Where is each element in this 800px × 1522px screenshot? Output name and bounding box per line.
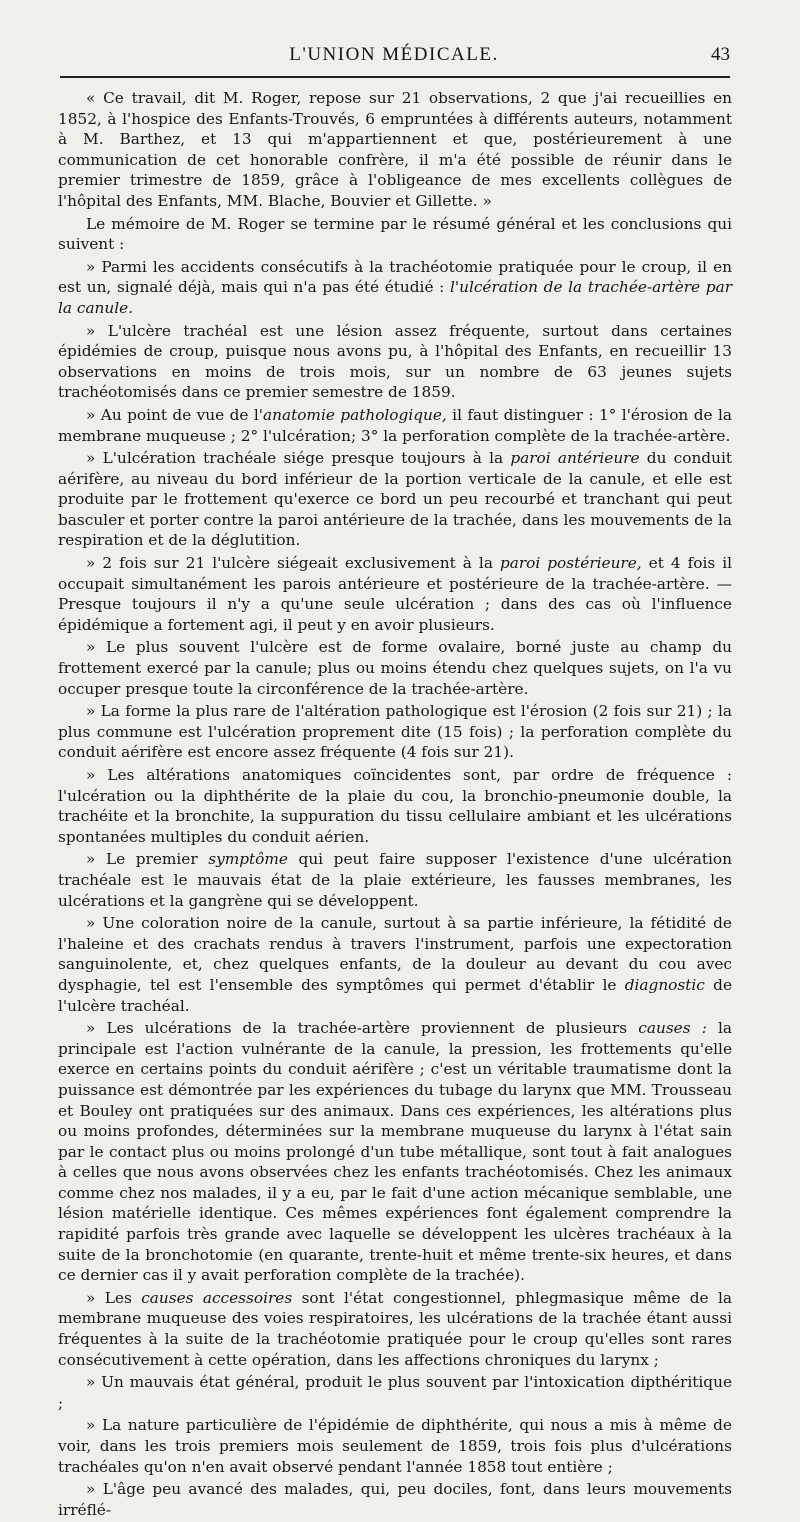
paragraph bbox=[58, 257, 732, 319]
text-run: » La forme la plus rare de l'altération pathologique est l'érosion (2 fois sur 21) ; la plus commune est l'ulcération proprement dite (15 fois) ; la perforation complète du conduit aérifère est encore assez fréquente (4 fois sur 21). bbox=[58, 702, 732, 762]
text-run: » L'ulcération trachéale siége presque toujours à la bbox=[86, 449, 511, 468]
text-run: » La nature particulière de l'épidémie de diphthérite, qui nous a mis à même de voir, dans les trois premiers mois seulement de 1859, trois fois plus d'ulcérations trachéales qu'on n'en avait observé pendant l'année 1858 tout entière ; bbox=[58, 1416, 732, 1476]
paragraph bbox=[58, 214, 732, 255]
text-run: » Les ulcérations de la trachée-artère proviennent de plusieurs bbox=[86, 1019, 639, 1038]
text-run: » L'âge peu avancé des malades, qui, peu dociles, font, dans leurs mouvements irréflé- bbox=[58, 1480, 732, 1519]
header-rule bbox=[60, 76, 730, 78]
text-run: » Au point de vue de l' bbox=[86, 405, 263, 424]
text-run: « Ce travail, dit M. Roger, repose sur 21 observations, 2 que j'ai recueillies en 1852, à l'hospice des Enfants-Trouvés, 6 empruntées à différents auteurs, notamment à M. Barthez, et 13 qui m'appartiennent et que, postérieurement à une communication de cet honorable confrère, il m'a été possible de réunir dans le premier trimestre de 1859, grâce à l'obligeance de mes excellents collègues de l'hôpital des Enfants, MM. Blache, Bouvier et Gillette. » bbox=[58, 89, 732, 210]
italic-run: causes accessoires bbox=[141, 1288, 293, 1307]
paragraph bbox=[58, 448, 732, 551]
paragraph bbox=[58, 1018, 732, 1286]
text-run: » Le premier bbox=[86, 850, 209, 869]
paragraph bbox=[58, 1372, 732, 1413]
italic-run: anatomie pathologique, bbox=[262, 405, 447, 424]
text-run: il faut distinguer : 1° l'érosion de la membrane muqueuse ; 2° l'ulcération; 3° la perforation complète de la trachée-artère. bbox=[58, 405, 732, 445]
italic-run: causes : bbox=[638, 1019, 707, 1038]
text-run: Le mémoire de M. Roger se termine par le résumé général et les conclusions qui suivent : bbox=[58, 214, 732, 254]
paragraph bbox=[58, 405, 732, 446]
paragraph bbox=[58, 637, 732, 699]
text-run: et 4 fois il occupait simultanément les parois antérieure et postérieure de la trachée-artère. — Presque toujours il n'y a qu'une seule ulcération ; dans des cas où l'influence épidémique a fortement agi, il peut y en avoir plusieurs. bbox=[58, 554, 732, 634]
page-header bbox=[58, 38, 730, 78]
paragraph bbox=[58, 321, 732, 403]
text-run: du conduit aérifère, au niveau du bord inférieur de la portion verticale de la canule, et elle est produite par le frottement qu'exerce ce bord un peu recourbé et tranchant qui peut basculer et porter contre la paroi antérieure de la trachée, dans les mouvements de la respiration et de la déglutition. bbox=[58, 449, 732, 550]
running-title: L'UNION MÉDICALE. bbox=[289, 44, 499, 65]
text-run: qui peut faire supposer l'existence d'une ulcération trachéale est le mauvais état de la plaie extérieure, les fausses membranes, les ulcérations et la gangrène qui se développent. bbox=[58, 850, 732, 910]
paragraph bbox=[58, 88, 732, 212]
italic-run: l'ulcération de la trachée-artère par la canule. bbox=[58, 278, 733, 317]
paragraph bbox=[58, 1288, 732, 1370]
paragraph bbox=[58, 913, 732, 1016]
page-number: 43 bbox=[711, 44, 730, 65]
paragraph bbox=[58, 849, 732, 911]
text-run: » Le plus souvent l'ulcère est de forme ovalaire, borné juste au champ du frottement exercé par la canule; plus ou moins étendu chez quelques sujets, on l'a vu occuper presque toute la circonférence de la trachée-artère. bbox=[58, 638, 732, 698]
text-run: » Les altérations anatomiques coïncidentes sont, par ordre de fréquence : l'ulcération ou la diphthérite de la plaie du cou, la bronchio-pneumonie double, la trachéite et la bronchite, la suppuration du tissu cellulaire ambiant et les ulcérations spontanées multiples du conduit aérien. bbox=[58, 766, 732, 846]
text-run: de l'ulcère trachéal. bbox=[58, 975, 733, 1015]
italic-run: diagnostic bbox=[624, 975, 705, 994]
italic-run: symptôme bbox=[208, 850, 288, 869]
text-run: » 2 fois sur 21 l'ulcère siégeait exclusivement à la bbox=[86, 554, 500, 573]
paragraph bbox=[58, 701, 732, 763]
text-run: » Les bbox=[86, 1288, 142, 1307]
paragraph bbox=[58, 1479, 732, 1520]
paragraph bbox=[58, 553, 732, 635]
paragraph bbox=[58, 1415, 732, 1477]
text-run: la principale est l'action vulnérante de la canule, la pression, les frottements qu'elle exerce en certains points du conduit aérifère ; c'est un véritable traumatisme dont la puissance est démontrée par les expériences du tubage du larynx que MM. Trousseau et Bouley ont pratiquées sur des animaux. Dans ces expériences, les altérations plus ou moins profondes, déterminées sur la membrane muqueuse du larynx à l'état sain par le contact plus ou moins prolongé d'un tube métallique, sont tout à fait analogues à celles que nous avons observées chez les enfants trachéotomisés. Chez les animaux comme chez nos malades, il y a eu, par le fait d'une action mécanique semblable, une lésion matérielle identique. Ces mêmes expériences font également comprendre la rapidité parfois très grande avec laquelle se développent les ulcères trachéaux à la suite de la bronchotomie (en quarante, trente-huit et même trente-six heures, et dans ce dernier cas il y avait perforation complète de la trachée). bbox=[58, 1019, 732, 1285]
text-run: sont l'état congestionnel, phlegmasique même de la membrane muqueuse des voies respiratoires, les ulcérations de la trachée étant aussi fréquentes à la suite de la trachéotomie pratiquée pour le croup qu'elles sont rares consécutivement à cette opération, dans les affections chroniques du larynx ; bbox=[58, 1288, 732, 1369]
paragraph bbox=[58, 765, 732, 847]
text-run: » L'ulcère trachéal est une lésion assez fréquente, surtout dans certaines épidémies de croup, puisque nous avons pu, à l'hôpital des Enfants, en recueillir 13 observations en moins de trois mois, sur un nombre de 63 jeunes sujets trachéotomisés dans ce premier semestre de 1859. bbox=[58, 321, 732, 402]
italic-run: paroi antérieure bbox=[510, 449, 640, 468]
italic-run: paroi postérieure, bbox=[499, 554, 642, 573]
text-run: » Une coloration noire de la canule, surtout à sa partie inférieure, la fétidité de l'haleine et des crachats rendus à travers l'instrument, parfois une expectoration sanguinolente, et, chez quelques enfants, de la douleur au devant du cou avec dysphagie, tel est l'ensemble des symptômes qui permet d'établir le bbox=[58, 914, 732, 994]
text-run: » Un mauvais état général, produit le plus souvent par l'intoxication dipthéritique ; bbox=[58, 1373, 732, 1412]
text-run: » Parmi les accidents consécutifs à la trachéotomie pratiquée pour le croup, il en est un, signalé déjà, mais qui n'a pas été étudié : bbox=[58, 257, 732, 297]
body-text bbox=[58, 88, 732, 1522]
